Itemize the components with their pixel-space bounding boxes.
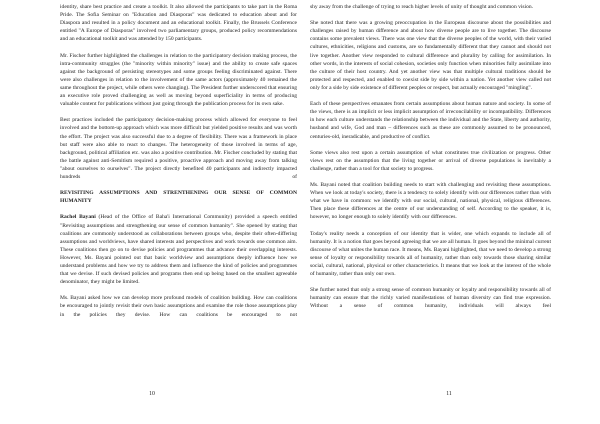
paragraph: Best practices included the participatory decision-making process which allowed for everyone to feel involved and the bottom-up approach which was more difficult but yielded positive results and was worth the effort. The project was also successful due to a degree of flexibility. There was a framework in place but staff were also able to react to changes. The heterogeneity of those involved in terms of age, background, political affiliation etc. was also a positive contribution. Mr. Fischer concluded by stating that the battle against anti-Semitism required a positive, proactive approach and moving away from talking "about ourselves to ourselves". The project directly benefited 40 participants and indirectly impacted hundreds of (60, 117, 297, 180)
paragraph: Ms. Bayani noted that coalition building needs to start with challenging and revisiting these assumptions. When we look at today's society, there is a tendency to solely identify with our differences rather than with what we have in common: we identify with our social, cultural, national, physical, religious differences. Then place these differences at the centre of our understanding of self. According to the speaker, it is, however, no longer enough to solely identify with our differences. (310, 182, 551, 221)
paragraph: Each of these perspectives emanates from certain assumptions about human nature and society. In some of the views, there is an implicit or less implicit assumption of irreconcilability or incompatibility. Differences in how each culture understands the relationship between the individual and the State, liberty and authority, husband and wife, God and man – differences such as these are commonly assumed to be pronounced, centuries-old, ineradicable, and productive of conflict. (310, 101, 551, 140)
paragraph: Today's reality needs a conception of our identity that is wider, one which expands to include all of humanity. It is a notion that goes beyond agreeing that we are all human. It goes beyond the minimal current discourse of what unites the human race. It means, Ms. Bayani highlighted, that we need to develop a strong sense of loyalty or responsibility towards all of humanity, rather than only towards those sharing similar social, cultural, national, physical or other characteristics. It means that we look at the interest of the whole of humanity, rather than only our own. (310, 230, 551, 278)
speaker-paragraph-text: (Head of the Office of Baha'i International Community) provided a speech entitled "Revisiting assumptions and strengthening our sense of common humanity". She opened by stating that coalitions are commonly understood as collaborations between groups who, despite their often-differing assumptions and worldviews, have shared interests and perspectives and work towards one common aim. These coalitions then go on to devise policies and programmes that advance their overlapping interests. However, Ms. Bayani pointed out that basic worldview and assumptions deeply influence how we understand problems and how we try to address them and influence the kind of policies and programmes that we devise. If such devised policies and programs then end up being based on the smallest agreeable denominator, they might be limited. (60, 214, 297, 286)
paragraph: She further noted that only a strong sense of common humanity or loyalty and responsibility towards all of humanity can ensure that the richly varied manifestations of human diversity can find true expression. Without a sense of common humanity, individuals will always feel (310, 287, 551, 310)
paragraph (60, 213, 297, 286)
paragraph: identity, share best practice and create a toolkit. It also allowed the participants to take part in the Roma Pride. The Sofia Seminar on "Education and Diasporas" was dedicated to education about and for Diaspora and resulted in a policy document and an educational toolkit. Finally, the Brussels Conference entitled "A Europe of Diasporas" involved two parliamentary groups, produced policy recommendations and an educational toolkit and was attended by 150 participants. (60, 4, 297, 43)
paragraph: shy away from the challenge of trying to reach higher levels of unity of thought and common vision. (310, 4, 534, 10)
left-page-text (60, 3, 297, 327)
paragraph: Ms. Bayani asked how we can develop more profound models of coalition building. How can coalitions be encouraged to jointly revisit their own basic assumptions and examine the role those assumptions play in the policies they devise. How can coalitions be encouraged to not (60, 295, 297, 318)
paragraph: Some views also rest upon a certain assumption of what constitutes true civilization or progress. Other views rest on the assumption that the living together or arrival of diverse populations is inevitably a challenge, rather than a tool for that society to progress. (310, 149, 551, 172)
right-page-text (310, 3, 551, 319)
paragraph: She noted that there was a growing preoccupation in the European discourse about the possibilities and challenges raised by human difference and about how diverse people are to live together. The discourse contains some prevalent views. There was one view that the diverse peoples of the world, with their varied cultures, ethnicities, religions and customs, are so fundamentally different that they cannot and should not live together. Another view responded to cultural difference and plurality by calling for assimilation. In other words, in the interests of social cohesion, societies only function when minorities fully assimilate into the culture of their host country. And yet another view was that multiple cultural traditions should be protected and respected, and enabled to coexist side by side within a nation. Yet another view called not only for a side by side existence of different peoples or respect, but actually encouraged "mingling". (310, 20, 551, 91)
page-number: 11 (446, 391, 452, 397)
section-heading: REVISITING ASSUMPTIONS AND STRENTHENING OUR SENSE OF COMMON HUMANITY (60, 190, 297, 205)
page-number: 10 (149, 391, 155, 397)
speaker-name: Rachel Bayani (60, 214, 96, 221)
paragraph: Mr. Fischer further highlighted the challenges in relation to the participatory decision making process, the intra-community struggles (the "minority within minority" issue) and the ability to create safe spaces against the background of persisting stereotypes and some groups feeling discriminated against. There were also challenges in relation to the involvement of the same actors (approximately 40 remained the same throughout the project, while others were changing). The President further underscored that ensuring an executive role proved challenging as well as moving beyond superficiality in terms of producing valuable content for publications without just going through the publication process for its own sake. (60, 52, 297, 108)
